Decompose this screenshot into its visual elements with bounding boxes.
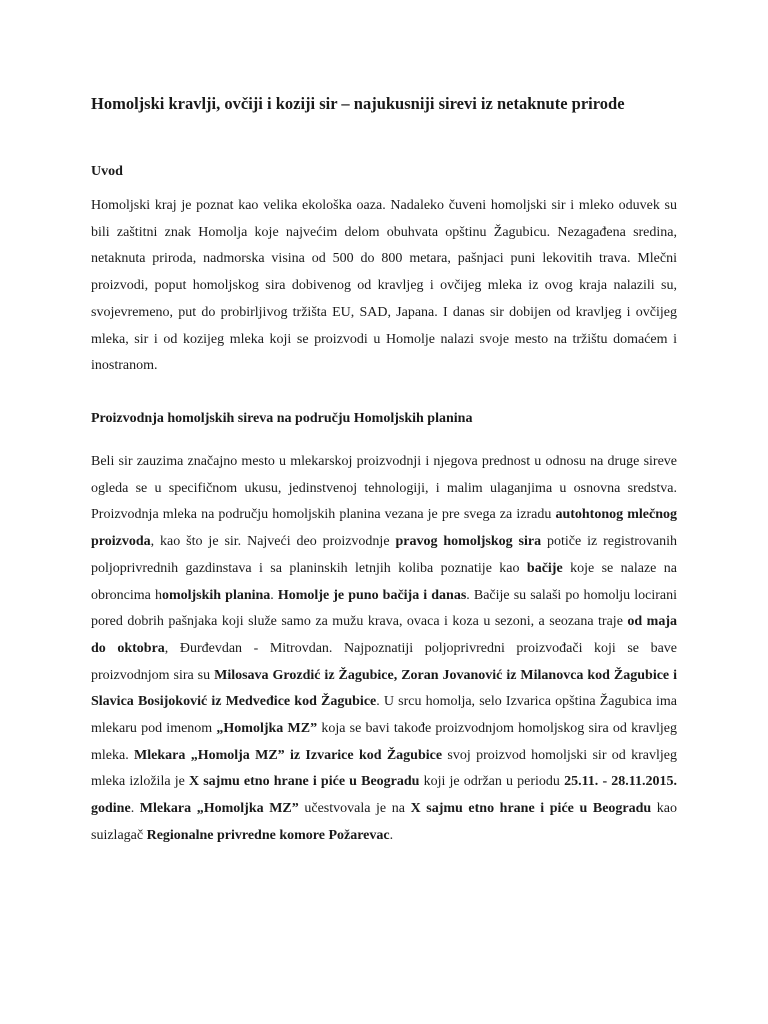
text-segment: Homoljski kraj je poznat kao velika ekološka oaza. Nadaleko čuveni homoljski sir i mleko oduvek su bili zaštitni znak Homolja koje najvećim delom obuhvata opštinu Žagubicu. Nezagađena sredina, netaknuta priroda, nadmorska visina od 500 do 800 metara, pašnjaci puni lekovitih trava. Mlečni proizvodi, poput homoljskog sira dobivenog od kravljeg i ovčijeg mleka iz ovog kraja nalazili su, svojevremeno, put do probirljivog tržišta EU, SAD, Japana. I danas sir dobijen od kravljeg i ovčijeg mleka, sir i od kozijeg mleka koji se proizvodi u Homolje nalazi svoje mesto na tržištu domaćem i inostranom. [91, 198, 677, 374]
text-segment: , kao što je sir. Najveći deo proizvodnje [150, 534, 396, 550]
text-segment: . U srcu homolja, selo Izvarica opština Žagubica ima mlekaru pod imenom [91, 694, 677, 737]
bold-text-segment: omoljskih planina [161, 587, 271, 603]
bold-text-segment: Regionalne privredne komore Požarevac [146, 827, 390, 843]
section-heading-uvod: Uvod [91, 164, 123, 179]
bold-text-segment: „Homoljka MZ” [216, 721, 318, 737]
text-segment: koji je održan u periodu [419, 774, 565, 790]
text-segment: . [270, 587, 278, 603]
bold-text-segment: bačije [526, 560, 563, 576]
text-segment: . [130, 801, 140, 817]
bold-text-segment: Mlekara „Homoljka MZ” [139, 801, 299, 817]
bold-text-segment: pravog homoljskog sira [395, 534, 542, 550]
text-segment: koje se nalaze na obroncima h [91, 560, 677, 603]
bold-text-segment: Milosava Grozdić iz Žagubice, Zoran Jovanović iz Milanovca kod Žagubice i Slavica Bosijoković iz Medveđice kod Žagubice [91, 667, 677, 710]
document-title: Homoljski kravlji, ovčiji i koziji sir – najukusniji sirevi iz netaknute prirode [91, 94, 625, 113]
bold-text-segment: autohtonog mlečnog proizvoda [91, 507, 677, 550]
bold-text-segment: X sajmu etno hrane i piće u Beogradu [410, 801, 652, 817]
text-segment: učestvovala je na [298, 801, 411, 817]
text-segment: koja se bavi takođe proizvodnjom homoljskog sira od kravljeg mleka. [91, 721, 677, 763]
bold-text-segment: Mlekara „Homolja MZ” iz Izvarice kod Žagubice [134, 747, 443, 763]
production-paragraph [91, 449, 677, 850]
text-segment: . Bačije su salaši po homolju locirani pored dobrih pašnjaka koji služe samo za mužu krava, ovaca i koza u sezoni, a seozana traje [91, 587, 677, 630]
text-segment: Beli sir zauzima značajno mesto u mlekarskoj proizvodnji i njegova prednost u odnosu na druge sireve ogleda se u specifičnom ukusu, jedinstvenoj tehnologiji, i malim ulaganjima u osnovna sredstva. Proizvodnja mleka na području homoljskih planina vezana je pre svega za izradu [91, 454, 677, 523]
bold-text-segment: 25.11. - 28.11.2015. godine [91, 774, 677, 817]
text-segment: . [389, 827, 394, 843]
section-heading-proizvodnja: Proizvodnja homoljskih sireva na području Homoljskih planina [91, 411, 473, 426]
text-segment: potiče iz registrovanih poljoprivrednih gazdinstava i sa planinskih letnjih koliba poznatije kao [91, 534, 677, 576]
text-segment: kao suizlagač [91, 801, 678, 843]
text-segment: , Đurđevdan - Mitrovdan. Najpoznatiji poljoprivredni proizvođači koji se bave proizvodnjom sira su [91, 640, 678, 683]
bold-text-segment: od maja do oktobra [91, 614, 677, 656]
bold-text-segment: X sajmu etno hrane i piće u Beogradu [188, 774, 420, 790]
intro-paragraph [91, 193, 677, 380]
bold-text-segment: Homolje je puno bačija i danas [277, 587, 467, 603]
text-segment: svoj proizvod homoljski sir od kravljeg mleka izložila je [91, 747, 678, 790]
